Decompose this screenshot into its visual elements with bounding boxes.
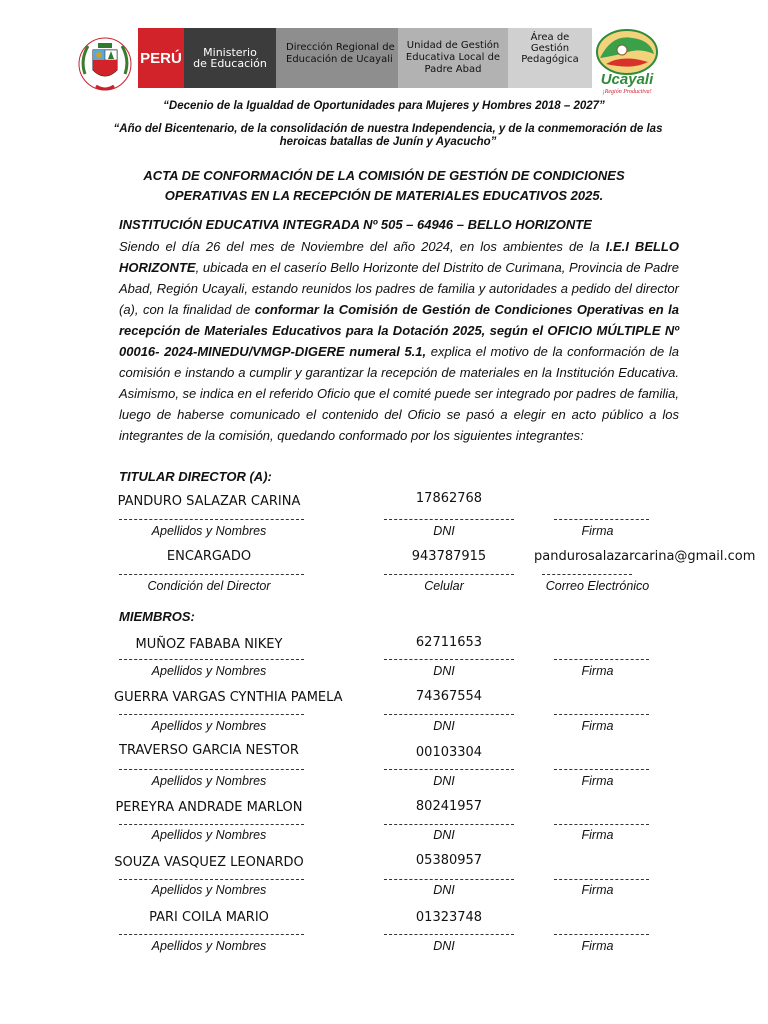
- names-caption: Apellidos y Nombres: [151, 774, 267, 788]
- email-caption: Correo Electrónico: [545, 579, 650, 593]
- year-slogan: “Año del Bicentenario, de la consolidación de nuestra Independencia, y de la conmemoración de las heroicas batallas de Junín y Ayacucho”: [113, 123, 663, 148]
- director-condition: ENCARGADO: [166, 549, 252, 564]
- members-label: MIEMBROS:: [119, 609, 195, 624]
- signature-line: [384, 769, 514, 770]
- letterhead: [72, 26, 662, 96]
- signature-line: [542, 574, 632, 575]
- firma-caption: Firma: [581, 883, 614, 897]
- member-dni: 00103304: [415, 745, 483, 760]
- member-dni: 74367554: [415, 689, 483, 704]
- member-dni: 01323748: [415, 910, 483, 925]
- signature-line: [554, 714, 649, 715]
- signature-line: [119, 879, 304, 880]
- peru-label: PERÚ: [138, 28, 184, 88]
- dni-caption: DNI: [433, 774, 455, 788]
- names-caption: Apellidos y Nombres: [151, 828, 267, 842]
- title-line-1: ACTA DE CONFORMACIÓN DE LA COMISIÓN DE GESTIÓN DE CONDICIONES: [143, 168, 625, 183]
- signature-line: [384, 574, 514, 575]
- names-caption: Apellidos y Nombres: [151, 939, 267, 953]
- ugel-line-1: Unidad de Gestión: [406, 40, 500, 51]
- dni-caption: DNI: [433, 883, 455, 897]
- member-name: MUÑOZ FABABA NIKEY: [135, 637, 283, 652]
- signature-line: [554, 824, 649, 825]
- ministry-label: [184, 28, 276, 88]
- school-name: INSTITUCIÓN EDUCATIVA INTEGRADA Nº 505 – 64946 – BELLO HORIZONTE: [119, 217, 592, 232]
- names-caption: Apellidos y Nombres: [151, 883, 267, 897]
- dre-label: Dirección Regional de Educación de Ucayali: [276, 28, 398, 88]
- names-caption: Apellidos y Nombres: [151, 664, 267, 678]
- signature-line: [119, 574, 304, 575]
- signature-line: [384, 659, 514, 660]
- dni-caption: DNI: [433, 719, 455, 733]
- member-dni: 05380957: [415, 853, 483, 868]
- director-email: pandurosalazarcarina@gmail.com: [534, 549, 756, 564]
- firma-caption: Firma: [581, 524, 614, 538]
- decade-slogan: “Decenio de la Igualdad de Oportunidades para Mujeres y Hombres 2018 – 2027”: [163, 100, 605, 112]
- body-text-2: , ubicada en el caserío Bello Horizonte del Distrito de Curimana, Provincia de Padre Abad, Región Ucayali, estando reunidos los padres de familia y autoridades a pedido del director (a), con la finalidad de: [119, 260, 679, 317]
- dni-caption: DNI: [433, 939, 455, 953]
- signature-line: [554, 934, 649, 935]
- member-dni: 80241957: [415, 799, 483, 814]
- signature-line: [554, 879, 649, 880]
- member-name: TRAVERSO GARCIA NESTOR: [119, 743, 299, 758]
- signature-line: [554, 769, 649, 770]
- condition-caption: Condición del Director: [147, 579, 271, 593]
- ucayali-region-logo-icon: [592, 28, 662, 96]
- member-name: PARI COILA MARIO: [149, 910, 269, 925]
- ministry-line-1: Ministerio: [203, 46, 257, 59]
- area-line-3: Pedagógica: [521, 54, 579, 65]
- member-name: SOUZA VASQUEZ LEONARDO: [114, 855, 304, 870]
- phone-caption: Celular: [424, 579, 464, 593]
- body-text-1: Siendo el día 26 del mes de Noviembre del año 2024, en los ambientes de la: [119, 239, 606, 254]
- signature-line: [384, 714, 514, 715]
- director-phone: 943787915: [411, 549, 487, 564]
- signature-line: [554, 519, 649, 520]
- firma-caption: Firma: [581, 774, 614, 788]
- area-line-2: Gestión: [530, 43, 570, 54]
- firma-caption: Firma: [581, 828, 614, 842]
- signature-line: [119, 714, 304, 715]
- names-caption: Apellidos y Nombres: [151, 524, 267, 538]
- dni-caption: DNI: [433, 524, 455, 538]
- document-title: [110, 166, 658, 206]
- signature-line: [384, 824, 514, 825]
- area-line-1: Área de: [530, 32, 570, 43]
- peru-coat-of-arms-icon: [76, 34, 134, 98]
- logo-tagline: ¡Región Productiva!: [602, 89, 652, 95]
- member-name: PEREYRA ANDRADE MARLON: [115, 800, 303, 815]
- member-name: GUERRA VARGAS CYNTHIA PAMELA: [114, 690, 343, 705]
- signature-line: [384, 879, 514, 880]
- ugel-line-3: Padre Abad: [424, 64, 482, 75]
- signature-line: [119, 769, 304, 770]
- logo-text: Ucayali: [600, 71, 654, 88]
- signature-line: [384, 934, 514, 935]
- signature-line: [119, 519, 304, 520]
- signature-line: [119, 824, 304, 825]
- ugel-label: [398, 28, 508, 88]
- director-dni: 17862768: [415, 491, 483, 506]
- member-dni: 62711653: [415, 635, 483, 650]
- director-name: PANDURO SALAZAR CARINA: [117, 494, 301, 509]
- titular-label: TITULAR DIRECTOR (A):: [119, 469, 272, 484]
- title-line-2: OPERATIVAS EN LA RECEPCIÓN DE MATERIALES EDUCATIVOS 2025.: [164, 188, 604, 203]
- body-paragraph: [119, 236, 679, 446]
- body-bold-1: I.E.I BELLO HORIZONTE: [119, 239, 679, 275]
- ministry-line-2: de Educación: [193, 57, 267, 70]
- dni-caption: DNI: [433, 664, 455, 678]
- firma-caption: Firma: [581, 939, 614, 953]
- firma-caption: Firma: [581, 664, 614, 678]
- signature-line: [119, 659, 304, 660]
- body-text-3: explica el motivo de la conformación de la comisión e instando a cumplir y garantizar la recepción de materiales en la Institución Educativa. Asimismo, se indica en el referido Oficio que el comité puede ser integrado por padres de familia, luego de haberse comunicado el contenido del Oficio se pasó a elegir en acto público a los integrantes de la comisión, quedando conformado por los siguientes integrantes:: [119, 344, 680, 443]
- area-label: [508, 28, 592, 88]
- dni-caption: DNI: [433, 828, 455, 842]
- signature-line: [554, 659, 649, 660]
- firma-caption: Firma: [581, 719, 614, 733]
- signature-line: [384, 519, 514, 520]
- names-caption: Apellidos y Nombres: [151, 719, 267, 733]
- signature-line: [119, 934, 304, 935]
- ugel-line-2: Educativa Local de: [405, 52, 501, 63]
- body-bold-2: conformar la Comisión de Gestión de Condiciones Operativas en la recepción de Materiales Educativos para la Dotación 2025, según el OFICIO MÚLTIPLE Nº 00016- 2024-MINEDU/VMGP-DIGERE numeral 5.1,: [119, 302, 679, 359]
